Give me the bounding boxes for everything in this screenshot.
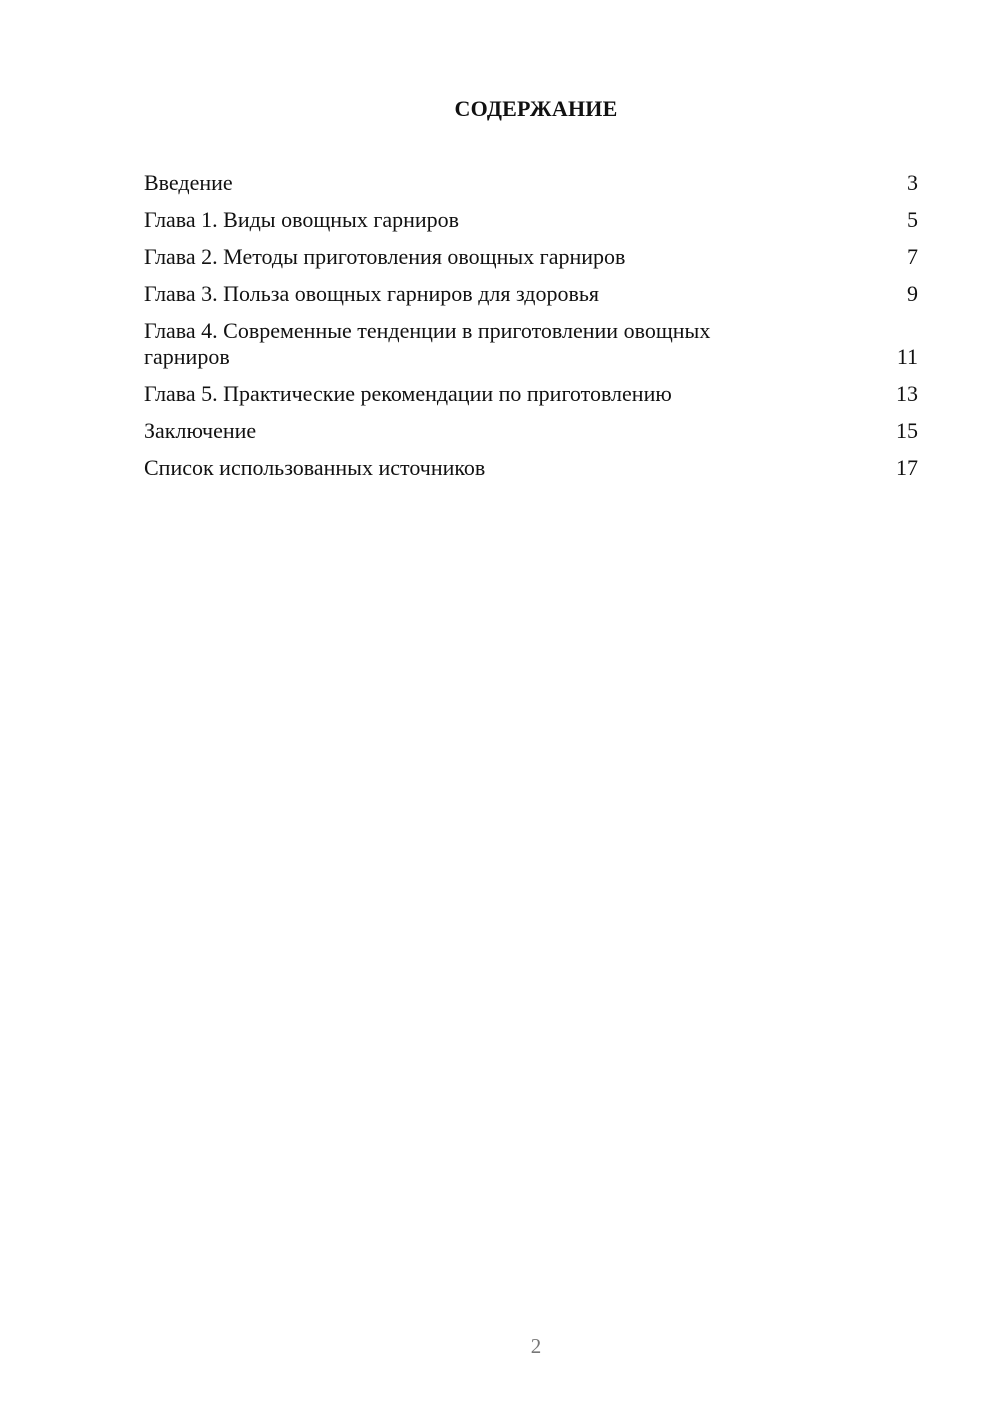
toc-entry-label: Заключение bbox=[144, 418, 257, 443]
toc-entry-label: Введение bbox=[144, 170, 233, 195]
toc-entry-label: Глава 3. Польза овощных гарниров для здоровья bbox=[144, 281, 600, 306]
toc-entry-introduction[interactable] bbox=[144, 170, 918, 196]
page-number: 2 bbox=[530, 1334, 542, 1358]
toc-entry-page: 15 bbox=[896, 418, 918, 443]
table-of-contents bbox=[144, 170, 918, 492]
toc-entry-label: Глава 4. Современные тенденции в приготовлении овощных гарниров bbox=[144, 318, 711, 369]
toc-entry-chapter-5[interactable] bbox=[144, 381, 918, 407]
toc-entry-label: Глава 5. Практические рекомендации по приготовлению bbox=[144, 381, 672, 406]
toc-entry-label: Глава 2. Методы приготовления овощных гарниров bbox=[144, 244, 626, 269]
toc-entry-page: 7 bbox=[907, 244, 918, 269]
toc-entry-page: 3 bbox=[907, 170, 918, 195]
toc-entry-page: 5 bbox=[907, 207, 918, 232]
toc-entry-chapter-4[interactable] bbox=[144, 318, 918, 370]
toc-title: СОДЕРЖАНИЕ bbox=[454, 96, 618, 121]
toc-entry-page: 11 bbox=[896, 344, 918, 369]
toc-entry-page: 13 bbox=[896, 381, 918, 406]
toc-entry-chapter-1[interactable] bbox=[144, 207, 918, 233]
toc-entry-chapter-3[interactable] bbox=[144, 281, 918, 307]
toc-entry-label: Глава 1. Виды овощных гарниров bbox=[144, 207, 460, 232]
toc-entry-chapter-2[interactable] bbox=[144, 244, 918, 270]
toc-entry-label: Список использованных источников bbox=[144, 455, 486, 480]
toc-entry-references[interactable] bbox=[144, 455, 918, 481]
toc-entry-page: 9 bbox=[907, 281, 918, 306]
toc-entry-page: 17 bbox=[896, 455, 918, 480]
toc-entry-conclusion[interactable] bbox=[144, 418, 918, 444]
